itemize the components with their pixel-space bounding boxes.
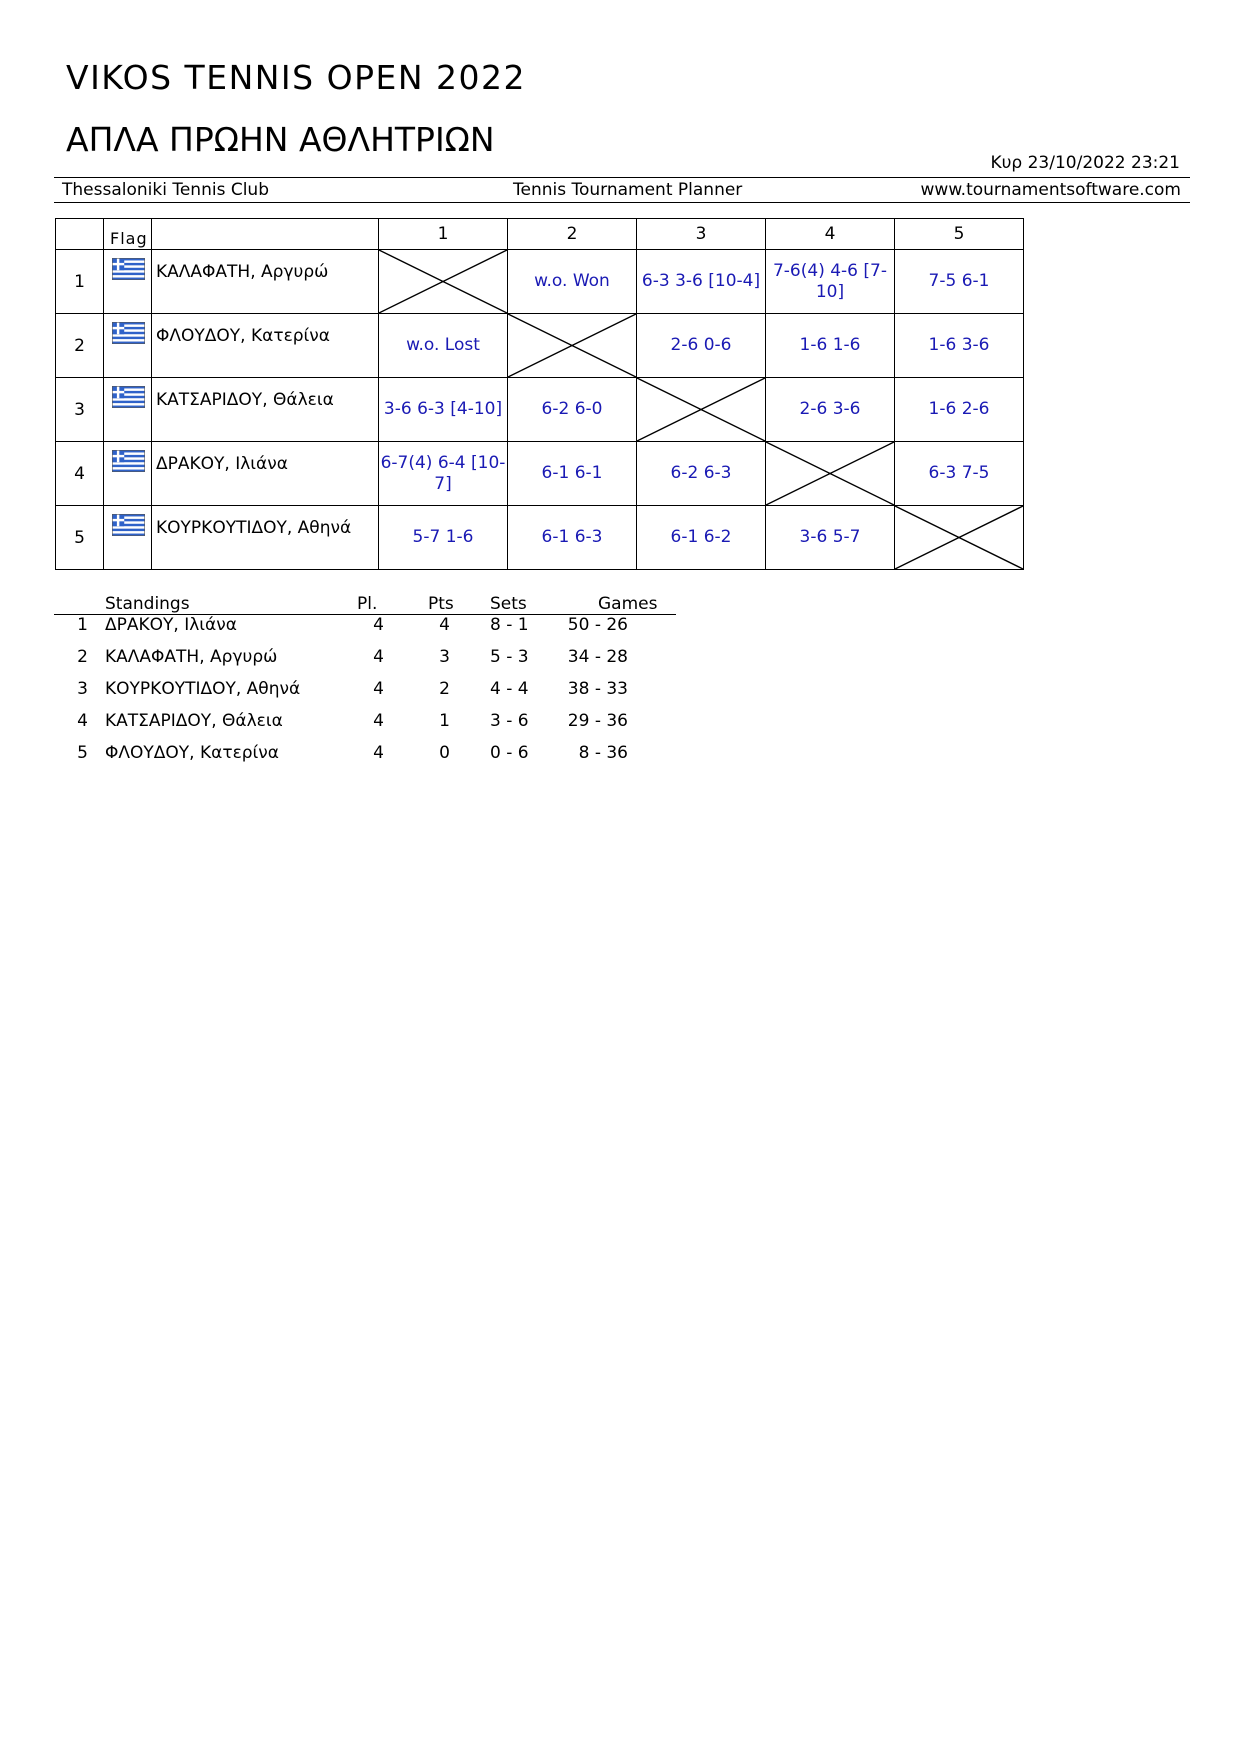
player-name-cell: [152, 314, 379, 378]
player-flag-cell: [104, 442, 152, 506]
tournament-title: VIKOS TENNIS OPEN 2022: [66, 58, 526, 97]
player-row: [56, 378, 1024, 442]
self-match-cell: [637, 378, 766, 442]
match-score[interactable]: 6-1 6-2: [637, 506, 766, 570]
standing-player-name[interactable]: ΚΑΛΑΦΑΤΗ, Αργυρώ: [105, 647, 278, 667]
club-name: Thessaloniki Tennis Club: [62, 180, 269, 200]
standing-played: 4: [373, 743, 384, 763]
standings-row: [54, 722, 676, 763]
played-header: Pl.: [357, 594, 378, 614]
player-name-cell: [152, 378, 379, 442]
standing-played: 4: [373, 647, 384, 667]
match-score[interactable]: 3-6 5-7: [766, 506, 895, 570]
player-flag-cell: [104, 506, 152, 570]
header-flag-cell: [104, 219, 152, 250]
player-seed-number: 3: [56, 378, 104, 442]
match-score[interactable]: 6-1 6-3: [508, 506, 637, 570]
standing-rank: 3: [77, 679, 88, 699]
match-score[interactable]: 1-6 2-6: [895, 378, 1024, 442]
standing-player-name[interactable]: ΦΛΟΥΔΟΥ, Κατερίνα: [105, 743, 280, 763]
header-divider-bottom: [54, 202, 1190, 203]
column-header: 5: [895, 219, 1024, 250]
match-score[interactable]: 7-6(4) 4-6 [7-10]: [766, 250, 895, 314]
greece-flag-icon: [112, 386, 145, 408]
header-divider-top: [54, 177, 1190, 178]
self-match-cell: [379, 250, 508, 314]
standings-row: [54, 690, 676, 731]
player-seed-number: 5: [56, 506, 104, 570]
match-score[interactable]: 3-6 6-3 [4-10]: [379, 378, 508, 442]
self-match-cell: [895, 506, 1024, 570]
standing-rank: 2: [77, 647, 88, 667]
standing-sets: 3 - 6: [490, 711, 529, 731]
player-row: [56, 506, 1024, 570]
player-name[interactable]: ΚΟΥΡΚΟΥΤΙΔΟΥ, Αθηνά: [156, 518, 352, 538]
standings-row: [54, 658, 676, 699]
column-header: 3: [637, 219, 766, 250]
standing-sets: 5 - 3: [490, 647, 529, 667]
match-score[interactable]: 2-6 3-6: [766, 378, 895, 442]
self-match-cell: [766, 442, 895, 506]
player-row: [56, 442, 1024, 506]
greece-flag-icon: [112, 258, 145, 280]
match-score[interactable]: w.o. Won: [508, 250, 637, 314]
table-header-row: [56, 219, 1024, 250]
standing-points: 3: [439, 647, 450, 667]
standing-played: 4: [373, 711, 384, 731]
player-name-cell: [152, 506, 379, 570]
player-flag-cell: [104, 314, 152, 378]
column-header: 1: [379, 219, 508, 250]
player-seed-number: 4: [56, 442, 104, 506]
match-score[interactable]: 6-3 3-6 [10-4]: [637, 250, 766, 314]
self-match-cross-icon: [766, 442, 894, 505]
standing-rank: 1: [77, 615, 88, 635]
self-match-cross-icon: [895, 506, 1023, 569]
website-link[interactable]: www.tournamentsoftware.com: [920, 180, 1181, 200]
header-num-cell: [56, 219, 104, 250]
self-match-cross-icon: [637, 378, 765, 441]
standing-rank: 5: [77, 743, 88, 763]
match-score[interactable]: 6-3 7-5: [895, 442, 1024, 506]
flag-column-label: Flag: [110, 229, 148, 248]
match-score[interactable]: 5-7 1-6: [379, 506, 508, 570]
standing-player-name[interactable]: ΚΑΤΣΑΡΙΔΟΥ, Θάλεια: [105, 711, 283, 731]
standing-rank: 4: [77, 711, 88, 731]
player-row: [56, 314, 1024, 378]
standing-player-name[interactable]: ΔΡΑΚΟΥ, Ιλιάνα: [105, 615, 237, 635]
match-score[interactable]: 6-7(4) 6-4 [10-7]: [379, 442, 508, 506]
standing-played: 4: [373, 679, 384, 699]
event-title: ΑΠΛΑ ΠΡΩΗΝ ΑΘΛΗΤΡΙΩΝ: [66, 120, 495, 159]
player-flag-cell: [104, 250, 152, 314]
standing-sets: 4 - 4: [490, 679, 529, 699]
standing-points: 0: [439, 743, 450, 763]
standing-games: 38 - 33: [567, 679, 628, 699]
self-match-cross-icon: [379, 250, 507, 313]
player-flag-cell: [104, 378, 152, 442]
standing-played: 4: [373, 615, 384, 635]
standing-games: 50 - 26: [567, 615, 628, 635]
column-header: 2: [508, 219, 637, 250]
planner-name: Tennis Tournament Planner: [513, 180, 743, 200]
standings-row: [54, 626, 676, 667]
standing-points: 4: [439, 615, 450, 635]
player-name-cell: [152, 442, 379, 506]
match-score[interactable]: 1-6 1-6: [766, 314, 895, 378]
match-score[interactable]: 6-1 6-1: [508, 442, 637, 506]
player-row: [56, 250, 1024, 314]
player-name[interactable]: ΦΛΟΥΔΟΥ, Κατερίνα: [156, 326, 331, 346]
standing-sets: 0 - 6: [490, 743, 529, 763]
standings-row: [54, 594, 676, 635]
match-score[interactable]: w.o. Lost: [379, 314, 508, 378]
games-header: Games: [598, 594, 658, 614]
player-seed-number: 1: [56, 250, 104, 314]
player-name[interactable]: ΔΡΑΚΟΥ, Ιλιάνα: [156, 454, 288, 474]
match-score[interactable]: 6-2 6-3: [637, 442, 766, 506]
standing-games: 34 - 28: [567, 647, 628, 667]
standing-points: 2: [439, 679, 450, 699]
self-match-cross-icon: [508, 314, 636, 377]
column-header: 4: [766, 219, 895, 250]
greece-flag-icon: [112, 514, 145, 536]
player-seed-number: 2: [56, 314, 104, 378]
standing-player-name[interactable]: ΚΟΥΡΚΟΥΤΙΔΟΥ, Αθηνά: [105, 679, 301, 699]
standings-header-label: Standings: [105, 594, 190, 614]
header-name-cell: [152, 219, 379, 250]
standing-games: 8 - 36: [578, 743, 628, 763]
standing-games: 29 - 36: [567, 711, 628, 731]
player-name-cell: [152, 250, 379, 314]
points-header: Pts: [428, 594, 454, 614]
standing-sets: 8 - 1: [490, 615, 529, 635]
print-datetime: Κυρ 23/10/2022 23:21: [990, 153, 1180, 173]
match-score[interactable]: 7-5 6-1: [895, 250, 1024, 314]
match-score[interactable]: 1-6 3-6: [895, 314, 1024, 378]
player-name[interactable]: ΚΑΤΣΑΡΙΔΟΥ, Θάλεια: [156, 390, 334, 410]
self-match-cell: [508, 314, 637, 378]
greece-flag-icon: [112, 322, 145, 344]
match-score[interactable]: 2-6 0-6: [637, 314, 766, 378]
greece-flag-icon: [112, 450, 145, 472]
round-robin-table: [55, 218, 1024, 570]
match-score[interactable]: 6-2 6-0: [508, 378, 637, 442]
player-name[interactable]: ΚΑΛΑΦΑΤΗ, Αργυρώ: [156, 262, 329, 282]
sets-header: Sets: [490, 594, 527, 614]
standing-points: 1: [439, 711, 450, 731]
standings-table: [54, 594, 676, 763]
